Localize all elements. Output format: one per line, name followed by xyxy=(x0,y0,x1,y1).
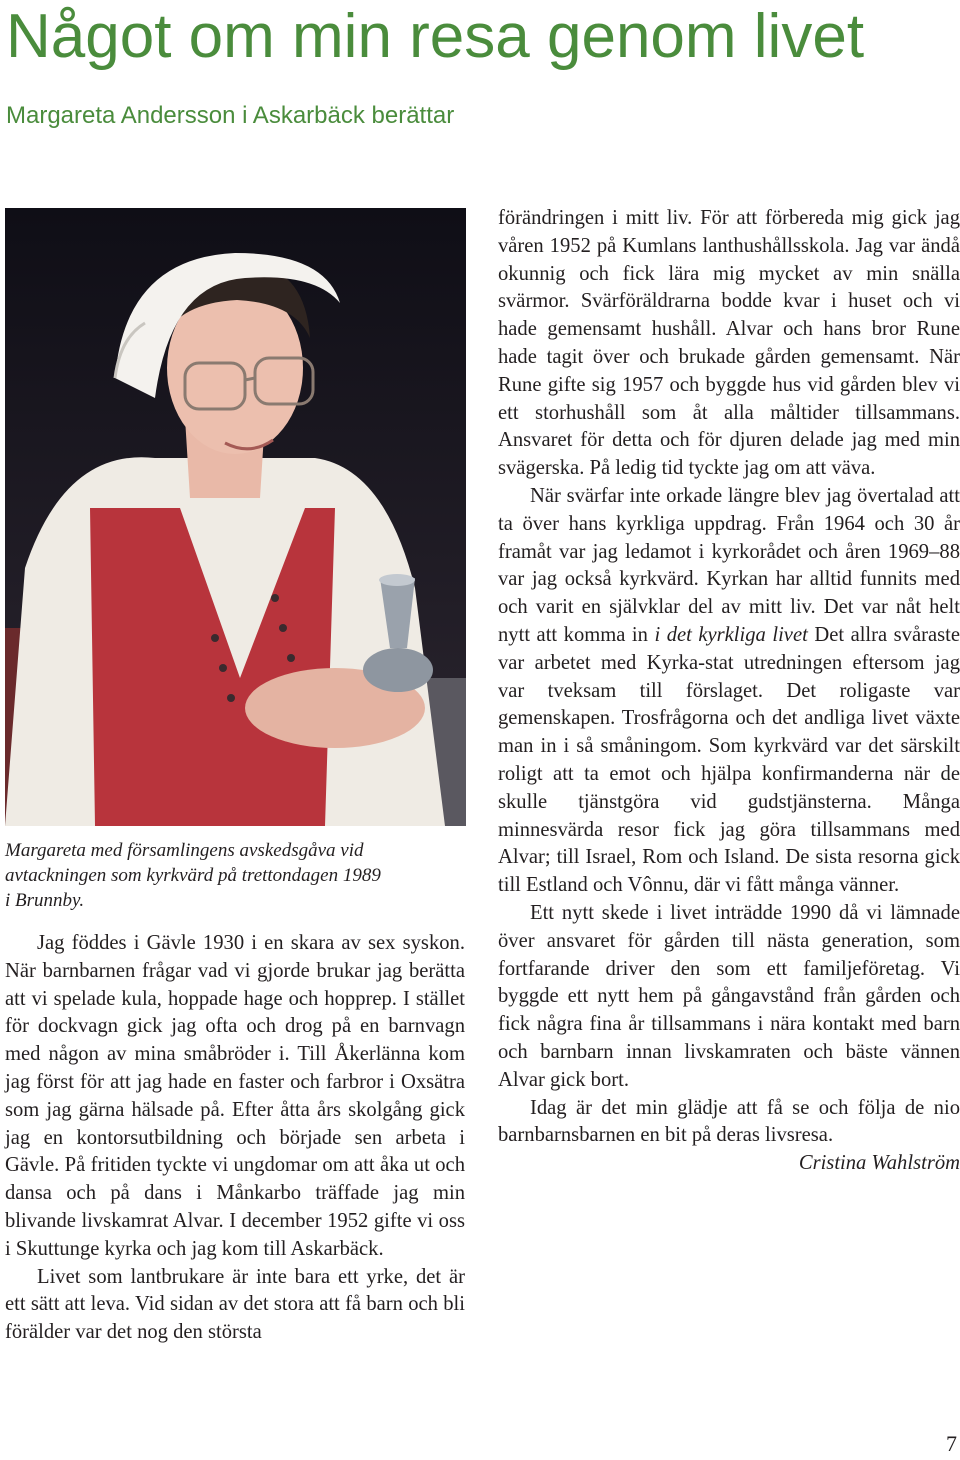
caption-line: i Brunnby. xyxy=(5,890,85,911)
paragraph: Livet som lantbrukare är inte bara ett yrke, det är ett sätt att leva. Vid sidan av det stora att få barn och bli förälder var det nog den största xyxy=(5,1265,465,1344)
page-number: 7 xyxy=(946,1431,957,1456)
article-subtitle: Margareta Andersson i Askarbäck berättar xyxy=(6,102,455,129)
paragraph: Jag föddes i Gävle 1930 i en skara av sex syskon. När barnbarnen frågar vad vi gjorde brukar jag berätta att vi spelade kula, hoppade hage och hopprep. I stället för dockvagn gick jag ofta och drog på en barnvagn med någon av mina småbröder i. Till Åkerlänna kom jag först för att jag hade en faster och farbror i Oxsätra som jag gärna hälsade på. Efter åtta års skolgång gick jag en kontorsutbildning och började sen arbeta i Gävle. På fritiden tyckte vi ungdomar om att åka ut och dansa och på dans i Månkarbo träffade jag min blivande livskamrat Alvar. I december 1952 gifte vi oss i Skuttunge kyrka och jag kom till Askarbäck. xyxy=(5,932,465,1260)
caption-line: avtackningen som kyrkvärd på trettondagen 1989 xyxy=(5,865,381,886)
paragraph-text: Det allra svåraste var arbetet med Kyrka-stat utredningen eftersom jag var tveksam till förslaget. Det roligaste var gemenskapen. Trosfrågorna och det andliga livet växte man in i så småningom. Som kyrkvärd var det särskilt roligt att ta emot och hjälpa konfirmanderna när de skulle tjänstgöra vid gudstjänsterna. Många minnesvärda resor fick jag göra tillsammans med Alvar; till Israel, Rom och Island. De sista resorna gick till Estland och Vônnu, där vi fått många vänner. xyxy=(498,623,960,897)
paragraph-text: När svärfar inte orkade längre blev jag övertalad att ta över hans kyrkliga uppdrag. Från 1964 och 30 år framåt var jag ledamot i kyrkorådet och åren 1969–88 var jag också kyrkvärd. Kyrkan har alltid funnits med och varit en självklar del av mitt liv. Det var nåt helt nytt att komma in xyxy=(498,484,960,646)
author-signature: Cristina Wahlström xyxy=(798,1152,960,1175)
paragraph: förändringen i mitt liv. För att förbereda mig gick jag våren 1952 på Kumlans lanthushållsskola. Jag var ändå okunnig och fick lära mig mycket av min snälla svärmor. Svärföräldrarna bodde kvar i huset och vi hade gemensamt hushåll. Alvar och hans bror Rune hade tagit över och brukade gården gemensamt. När Rune gifte sig 1957 och byggde hus vid gården blev vi ett storhushåll som åt alla måltider tillsammans. Ansvaret för detta och för djuren delade jag med min svägerska. På ledig tid tyckte jag om att väva. xyxy=(498,207,960,480)
emphasis-text: i det kyrkliga livet xyxy=(654,623,808,646)
paragraph: Idag är det min glädje att få se och följa de nio barnbarnsbarnen en bit på deras livsresa. xyxy=(498,1096,960,1147)
article-title: Något om min resa genom livet xyxy=(6,2,865,71)
portrait-photo-icon xyxy=(5,208,466,826)
paragraph: Ett nytt skede i livet inträdde 1990 då vi lämnade över ansvaret för gården till nästa generation, som fortfarande driver den som ett familjeföretag. Vi byggde ett nytt hem på gångavstånd från gården och fick några fina år tillsammans i nära kontakt med barn och barnbarn innan livskamraten och bäste vännen Alvar gick bort. xyxy=(498,901,960,1091)
article-column-right xyxy=(498,205,960,1178)
caption-line: Margareta med församlingens avskedsgåva vid xyxy=(5,840,364,861)
article-column-left xyxy=(5,930,465,1347)
paragraph xyxy=(498,483,960,900)
portrait-photo xyxy=(5,208,466,826)
photo-caption xyxy=(5,838,465,913)
